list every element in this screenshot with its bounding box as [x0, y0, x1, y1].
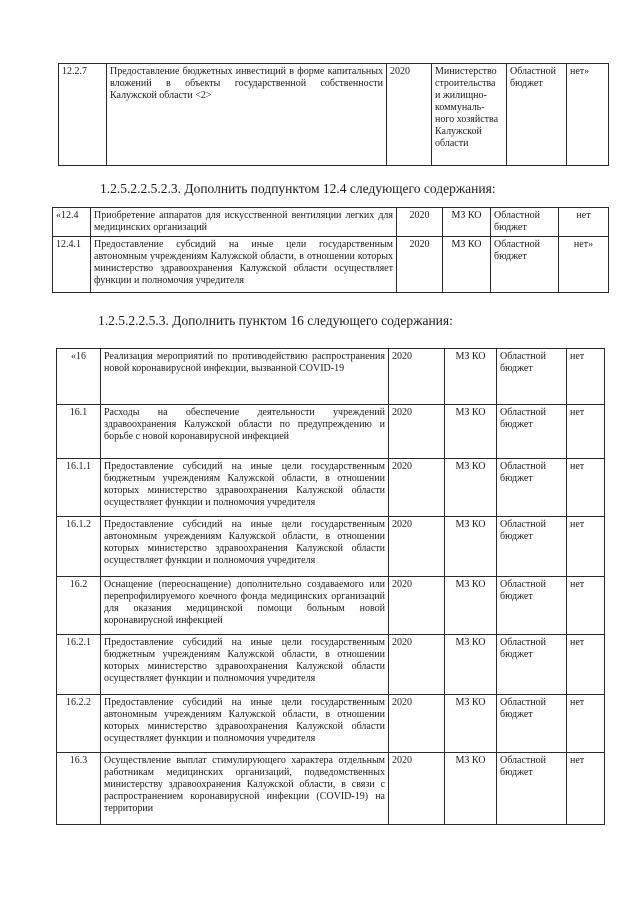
- row-number: 16.2.1: [57, 635, 101, 695]
- row-year: 2020: [389, 635, 445, 695]
- row-source: Областной бюджет: [507, 64, 567, 166]
- row-number: 12.2.7: [59, 64, 107, 166]
- row-executor: МЗ КО: [445, 635, 497, 695]
- row-year: 2020: [389, 577, 445, 635]
- row-executor: МЗ КО: [443, 208, 491, 237]
- table-row: [57, 459, 605, 517]
- row-source: Областной бюджет: [497, 517, 567, 577]
- row-source: Областной бюджет: [497, 577, 567, 635]
- row-name: Предоставление субсидий на иные цели государственным автономным учреждениям Калужской области, в отношении которых министерство здравоохранения Калужской области осуществляет функции и полномочия учредителя: [101, 517, 389, 577]
- table-row: [57, 695, 605, 753]
- row-number: 16.2: [57, 577, 101, 635]
- row-executor: МЗ КО: [445, 577, 497, 635]
- row-year: 2020: [389, 517, 445, 577]
- row-name: Оснащение (переоснащение) дополнительно создаваемого или перепрофилируемого коечного фонда медицинских организаций для оказания медицинской помощи больным новой коронавирусной инфекцией: [101, 577, 389, 635]
- row-flag: нет: [567, 459, 605, 517]
- row-name: Осуществление выплат стимулирующего характера отдельным работникам медицинских организаций, подведомственных министерству здравоохранения Калужской области, в связи с распространением коронавирусной инфекции (COVID-19) на территории: [101, 753, 389, 825]
- row-source: Областной бюджет: [497, 459, 567, 517]
- table-row: [57, 349, 605, 405]
- row-number: 16.1.1: [57, 459, 101, 517]
- row-name: Расходы на обеспечение деятельности учреждений здравоохранения Калужской области по предупреждению и борьбе с новой коронавирусной инфекцией: [101, 405, 389, 459]
- row-executor: МЗ КО: [445, 753, 497, 825]
- row-name: Предоставление субсидий на иные цели государственным автономным учреждениям Калужской области, в отношении которых министерство здравоохранения Калужской области осуществляет функции и полномочия учредителя: [101, 695, 389, 753]
- row-flag: нет: [559, 208, 609, 237]
- row-name: Предоставление субсидий на иные цели государственным автономным учреждениям Калужской области, в отношении которых министерство здравоохранения Калужской области осуществляет функции и полномочия учредителя: [91, 237, 397, 293]
- row-year: 2020: [389, 349, 445, 405]
- row-year: 2020: [389, 459, 445, 517]
- table-row: [57, 577, 605, 635]
- row-source: Областной бюджет: [497, 695, 567, 753]
- row-name: Приобретение аппаратов для искусственной вентиляции легких для медицинских организаций: [91, 208, 397, 237]
- row-flag: нет»: [567, 64, 609, 166]
- row-source: Областной бюджет: [491, 208, 559, 237]
- row-executor: МЗ КО: [445, 349, 497, 405]
- table-row: [57, 635, 605, 695]
- row-flag: нет: [567, 405, 605, 459]
- row-year: 2020: [387, 64, 432, 166]
- row-flag: нет: [567, 695, 605, 753]
- row-flag: нет: [567, 349, 605, 405]
- row-name: Предоставление субсидий на иные цели государственным бюджетным учреждениям Калужской области, в отношении которых министерство здравоохранения Калужской области осуществляет функции и полномочия учредителя: [101, 459, 389, 517]
- row-executor: МЗ КО: [443, 237, 491, 293]
- row-year: 2020: [397, 208, 443, 237]
- row-source: Областной бюджет: [497, 349, 567, 405]
- table-row: [53, 208, 609, 237]
- row-source: Областной бюджет: [497, 635, 567, 695]
- row-name: Предоставление бюджетных инвестиций в форме капитальных вложений в объекты государственной собственности Калужской области <2>: [107, 64, 387, 166]
- table-row: [57, 753, 605, 825]
- row-executor: Министерство строительства и жилищно-коммуналь-ного хозяйства Калужской области: [432, 64, 507, 166]
- row-year: 2020: [397, 237, 443, 293]
- row-number: «16: [57, 349, 101, 405]
- row-year: 2020: [389, 405, 445, 459]
- row-number: 16.1: [57, 405, 101, 459]
- row-year: 2020: [389, 753, 445, 825]
- row-source: Областной бюджет: [491, 237, 559, 293]
- row-flag: нет: [567, 753, 605, 825]
- table-row: [59, 64, 609, 166]
- row-name: Предоставление субсидий на иные цели государственным бюджетным учреждениям Калужской области, в отношении которых министерство здравоохранения Калужской области осуществляет функции и полномочия учредителя: [101, 635, 389, 695]
- row-flag: нет»: [559, 237, 609, 293]
- row-flag: нет: [567, 635, 605, 695]
- row-name: Реализация мероприятий по противодействию распространения новой коронавирусной инфекции, вызванной COVID-19: [101, 349, 389, 405]
- row-number: 16.1.2: [57, 517, 101, 577]
- row-executor: МЗ КО: [445, 405, 497, 459]
- table-row: [57, 517, 605, 577]
- row-source: Областной бюджет: [497, 753, 567, 825]
- table-row: [57, 405, 605, 459]
- row-flag: нет: [567, 517, 605, 577]
- table-top: [58, 63, 609, 166]
- row-number: «12.4: [53, 208, 91, 237]
- table-row: [53, 237, 609, 293]
- table-16: [56, 348, 605, 825]
- paragraph-16: 1.2.5.2.2.5.3. Дополнить пунктом 16 следующего содержания:: [98, 313, 453, 328]
- table-12-4: [52, 207, 609, 293]
- row-year: 2020: [389, 695, 445, 753]
- row-flag: нет: [567, 577, 605, 635]
- row-executor: МЗ КО: [445, 695, 497, 753]
- paragraph-12-4: 1.2.5.2.2.5.2.3. Дополнить подпунктом 12.4 следующего содержания:: [100, 181, 496, 196]
- row-source: Областной бюджет: [497, 405, 567, 459]
- row-number: 12.4.1: [53, 237, 91, 293]
- row-number: 16.3: [57, 753, 101, 825]
- row-executor: МЗ КО: [445, 459, 497, 517]
- row-number: 16.2.2: [57, 695, 101, 753]
- row-executor: МЗ КО: [445, 517, 497, 577]
